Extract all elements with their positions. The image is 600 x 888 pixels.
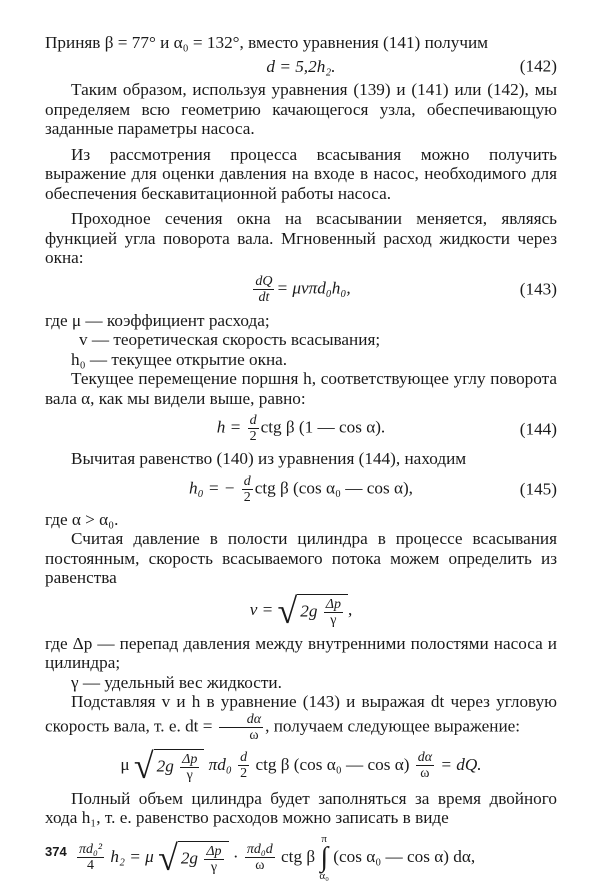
fraction: $\frac{d\alpha}{\omega}$ <box>219 712 263 743</box>
equation-142 <box>45 57 557 77</box>
equation-number: (143) <box>519 279 557 299</box>
page-body <box>45 33 557 888</box>
paragraph: Вычитая равенство (140) из уравнения (144), находим <box>71 449 467 468</box>
equation-body: d = 5,2h₂. <box>266 56 336 76</box>
fraction: $\frac{dQ}{dt}$ <box>255 273 273 305</box>
equation-number: (145) <box>519 479 557 499</box>
page-number: 374 <box>45 844 67 859</box>
definition: γ — удельный вес жидкости. <box>71 672 282 692</box>
square-root: √ 2g $\frac{\Delta p}{\gamma}$ <box>158 841 228 875</box>
equation-flow-rate: μ √ 2g $\frac{\Delta p}{\gamma}$ πd₀ $\frac{d}{2}$ ctg β (cos α₀ — cos α) $\frac{d\alpha}{\omega}$ = dQ. <box>120 745 482 786</box>
equation-144: h = $\frac{d}{2}$ ctg β (1 — cos α). (144) <box>216 413 557 444</box>
equation-143 <box>45 274 557 305</box>
fraction: $\frac{d}{2}$ <box>249 413 257 444</box>
text-line: Приняв β = 77° и α₀ = 132°, вместо уравнения (141) получим <box>45 33 489 52</box>
paragraph: Таким образом, используя уравнения (139) и (141) или (142), мы определяем всю геометрию качающегося узла, обеспечивающую заданные параметры насоса. <box>45 80 557 138</box>
equation-number: (142) <box>519 56 557 76</box>
paragraph: Проходное сечения окна на всасывании меняется, являясь функцией угла поворота вала. Мгновенный расход жидкости через окна: <box>45 209 557 267</box>
equation-volume: $\frac{\text{πd₀²}}{4}$ h₂ = μ √ 2g $\frac{\Delta p}{\gamma}$ · $\frac{\text{πd₀d}}{\omega}$ ctg β π ∫ α₀ (cos α₀ — cos α) dα, <box>79 832 476 882</box>
paragraph: Подставляя v и h в уравнение (143) и выражая dt через угловую скорость вала, т. е. dt = $\frac{d\alpha}{\omega}$ , получаем следующее выражение: <box>45 692 557 743</box>
definition: где Δp — перепад давления между внутренними полостями насоса и цилиндра; <box>45 633 557 672</box>
paragraph: Из рассмотрения процесса всасывания можно получить выражение для оценки давления на входе в насос, необходимого для обеспечения бескавитационной работы насоса. <box>45 144 557 203</box>
square-root: √ 2g $\frac{\Delta p}{\gamma}$ <box>278 594 348 628</box>
definition: где μ — коэффициент расхода; <box>45 310 270 330</box>
paragraph: Текущее перемещение поршня h, соответствующее углу поворота вала α, как мы видели выше, равно: <box>45 369 557 408</box>
condition-line: где α > α₀. <box>45 509 119 529</box>
definition: v — теоретическая скорость всасывания; <box>79 330 381 349</box>
paragraph: Полный объем цилиндра будет заполняться за время двойного хода h₁, т. е. равенство расходов можно записать в виде <box>45 788 557 827</box>
equation-rhs: = μvπd₀h₀, <box>276 277 351 297</box>
paragraph: Считая давление в полости цилиндра в процессе всасывания постоянным, скорость всасываемого потока можем определить из равенства <box>45 529 557 587</box>
equation-velocity: v = √ 2g $\frac{\Delta p}{\gamma}$ , <box>249 590 353 631</box>
fraction: $\frac{d}{2}$ <box>243 473 251 505</box>
integral: π ∫ α₀ <box>319 832 329 882</box>
equation-145: h₀ = − $\frac{d}{2}$ ctg β (cos α₀ — cos α), (145) <box>189 473 557 505</box>
square-root: √ 2g $\frac{\Delta p}{\gamma}$ <box>134 749 204 783</box>
definition: h₀ — текущее открытие окна. <box>71 349 288 369</box>
equation-number: (144) <box>519 418 557 438</box>
